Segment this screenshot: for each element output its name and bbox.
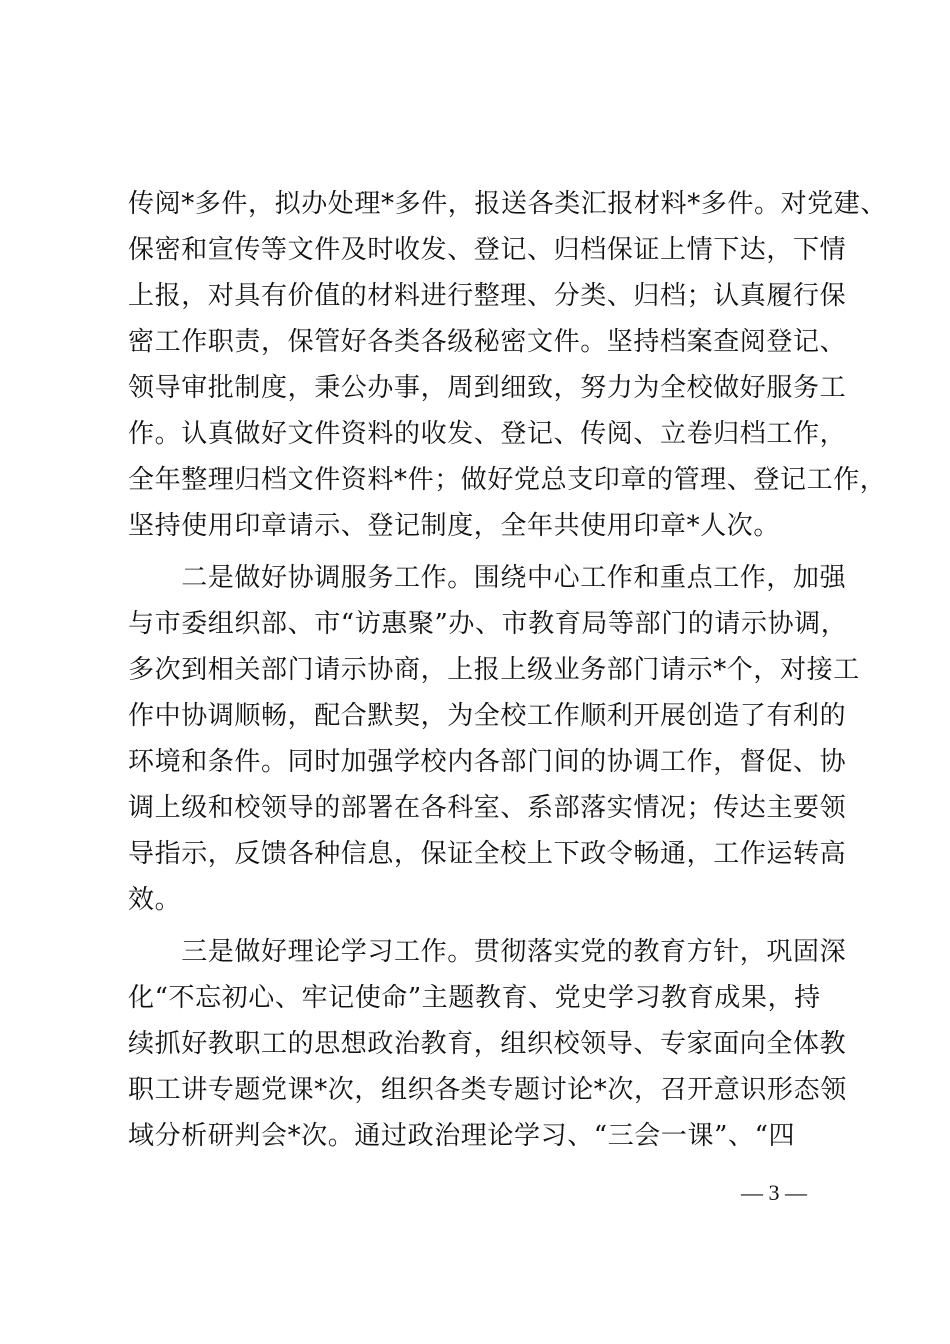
text-line: 二是做好协调服务工作。围绕中心工作和重点工作，加强: [128, 563, 847, 593]
text-line: 与市委组织部、市“访惠聚”办、市教育局等部门的请示协调，: [128, 609, 848, 639]
text-line: 职工讲专题党课*次，组织各类专题讨论*次，召开意识形态领: [128, 1075, 847, 1105]
text-line: 调上级和校领导的部署在各科室、系部落实情况；传达主要领: [128, 793, 847, 823]
text-line: 化“不忘初心、牢记使命”主题教育、党史学习教育成果，持: [128, 983, 821, 1013]
text-line: 上报，对具有价值的材料进行整理、分类、归档；认真履行保: [128, 281, 847, 311]
text-line: 多次到相关部门请示协商，上报上级业务部门请示*个，对接工: [128, 655, 860, 685]
document-body: [128, 181, 888, 1159]
text-line: 坚持使用印章请示、登记制度，全年共使用印章*人次。: [128, 511, 781, 541]
text-line: 域分析研判会*次。通过政治理论学习、“三会一课”、“四: [128, 1121, 796, 1151]
page-number: — 3 —: [741, 1180, 807, 1205]
paragraph-coordination-service: [128, 555, 860, 923]
text-line: 导指示，反馈各种信息，保证全校上下政令畅通，工作运转高: [128, 839, 847, 869]
text-line: 续抓好教职工的思想政治教育，组织校领导、专家面向全体教: [128, 1029, 847, 1059]
paragraph-work-records: [128, 181, 888, 549]
text-line: 三是做好理论学习工作。贯彻落实党的教育方针，巩固深: [128, 937, 847, 967]
text-line: 作。认真做好文件资料的收发、登记、传阅、立卷归档工作，: [128, 419, 847, 449]
text-line: 环境和条件。同时加强学校内各部门间的协调工作，督促、协: [128, 747, 847, 777]
text-line: 领导审批制度，秉公办事，周到细致，努力为全校做好服务工: [128, 373, 847, 403]
text-line: 全年整理归档文件资料*件；做好党总支印章的管理、登记工作，: [128, 465, 887, 495]
text-line: 作中协调顺畅，配合默契，为全校工作顺利开展创造了有利的: [128, 701, 847, 731]
text-line: 保密和宣传等文件及时收发、登记、归档保证上情下达，下情: [128, 235, 847, 265]
text-line: 效。: [128, 885, 182, 915]
text-line: 密工作职责，保管好各类各级秘密文件。坚持档案查阅登记、: [128, 327, 847, 357]
text-line: 传阅*多件，拟办处理*多件，报送各类汇报材料*多件。对党建、: [128, 189, 888, 219]
paragraph-theory-study: [128, 929, 847, 1159]
